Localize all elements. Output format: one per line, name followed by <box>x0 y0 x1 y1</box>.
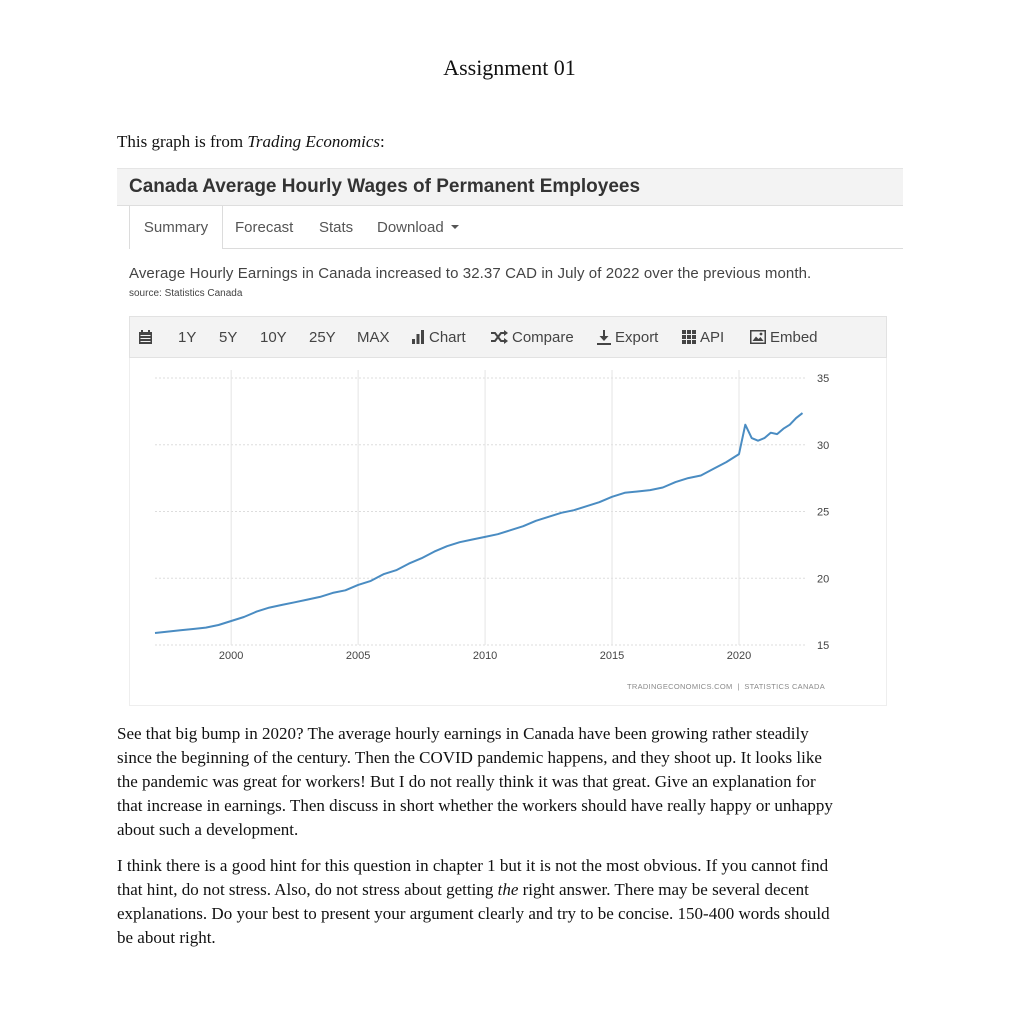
x-tick-label: 2020 <box>726 650 752 662</box>
y-tick-label: 25 <box>817 506 830 519</box>
paragraph-line: explanations. Do your best to present your argument clearly and try to be concise. 150-400 words should <box>117 904 830 923</box>
range-10y-button[interactable]: 10Y <box>260 328 287 346</box>
paragraph-line: I think there is a good hint for this question in chapter 1 but it is not the most obvious. If you cannot find <box>117 856 829 875</box>
question-paragraph <box>117 722 907 842</box>
range-5y-button[interactable]: 5Y <box>219 328 238 346</box>
summary-description: Average Hourly Earnings in Canada increased to 32.37 CAD in July of 2022 over the previous month. <box>129 265 812 282</box>
x-tick-label: 2015 <box>599 650 625 662</box>
paragraph-line: the pandemic was great for workers! But I do not really think it was that great. Give an explanation for <box>117 772 816 791</box>
range-1y-button[interactable]: 1Y <box>178 328 197 346</box>
tab-stats[interactable]: Stats <box>319 218 354 236</box>
text-segment: right answer. There may be several decent <box>518 880 809 899</box>
paragraph-line: be about right. <box>117 928 216 947</box>
range-25y-button[interactable]: 25Y <box>309 328 336 346</box>
hint-paragraph <box>117 854 907 950</box>
x-tick-label: 2005 <box>345 650 371 662</box>
y-tick-label: 30 <box>817 439 830 452</box>
paragraph-line: about such a development. <box>117 820 299 839</box>
api-button-label: API <box>700 328 725 346</box>
intro-prefix: This graph is from <box>117 132 248 151</box>
tab-download[interactable] <box>377 206 461 248</box>
intro-line <box>117 132 385 152</box>
y-tick-label: 15 <box>817 640 830 652</box>
paragraph-line <box>117 878 907 902</box>
chart-button[interactable] <box>412 317 466 357</box>
line-chart <box>130 358 886 704</box>
chart-toolbar <box>129 316 887 358</box>
caret-down-icon <box>449 223 461 231</box>
chart-button-label: Chart <box>429 328 466 346</box>
intro-suffix: : <box>380 132 385 151</box>
x-tick-label: 2000 <box>218 650 244 662</box>
series-line <box>155 413 803 633</box>
calendar-button[interactable] <box>139 317 156 357</box>
image-icon <box>750 330 766 344</box>
compare-button-label: Compare <box>512 328 574 346</box>
text-segment: that hint, do not stress. Also, do not stress about getting <box>117 880 498 899</box>
grid-icon <box>682 330 696 344</box>
embed-button[interactable] <box>750 317 818 357</box>
paragraph-line: since the beginning of the century. Then the COVID pandemic happens, and they shoot up. It looks like <box>117 748 822 767</box>
tab-forecast[interactable]: Forecast <box>235 218 294 236</box>
calendar-icon <box>139 330 152 344</box>
paragraph-line: See that big bump in 2020? The average hourly earnings in Canada have been growing rather steadily <box>117 724 809 743</box>
tab-summary[interactable]: Summary <box>129 206 223 249</box>
y-tick-label: 35 <box>817 373 830 385</box>
compare-button[interactable] <box>490 317 574 357</box>
tab-bar <box>129 206 903 249</box>
y-tick-label: 20 <box>817 573 830 586</box>
widget-title: Canada Average Hourly Wages of Permanent Employees <box>117 168 903 206</box>
embed-button-label: Embed <box>770 328 818 346</box>
chart-area <box>129 358 887 706</box>
bar-chart-icon <box>412 330 425 344</box>
export-button-label: Export <box>615 328 659 346</box>
api-button[interactable] <box>682 317 724 357</box>
intro-source: Trading Economics <box>247 132 381 151</box>
shuffle-icon <box>490 330 508 344</box>
paragraph-line: that increase in earnings. Then discuss in short whether the workers should have really happy or unhappy <box>117 796 833 815</box>
range-max-button[interactable]: MAX <box>357 328 390 346</box>
x-tick-label: 2010 <box>472 650 498 662</box>
download-icon <box>597 330 611 345</box>
export-button[interactable] <box>597 317 658 357</box>
summary-source: source: Statistics Canada <box>129 288 243 299</box>
trading-economics-widget <box>117 168 903 691</box>
chart-credit: TRADINGECONOMICS.COM | STATISTICS CANADA <box>626 682 825 691</box>
emphasis-text: the <box>497 880 519 899</box>
tab-download-label: Download <box>377 218 444 236</box>
document-title: Assignment 01 <box>443 55 576 80</box>
